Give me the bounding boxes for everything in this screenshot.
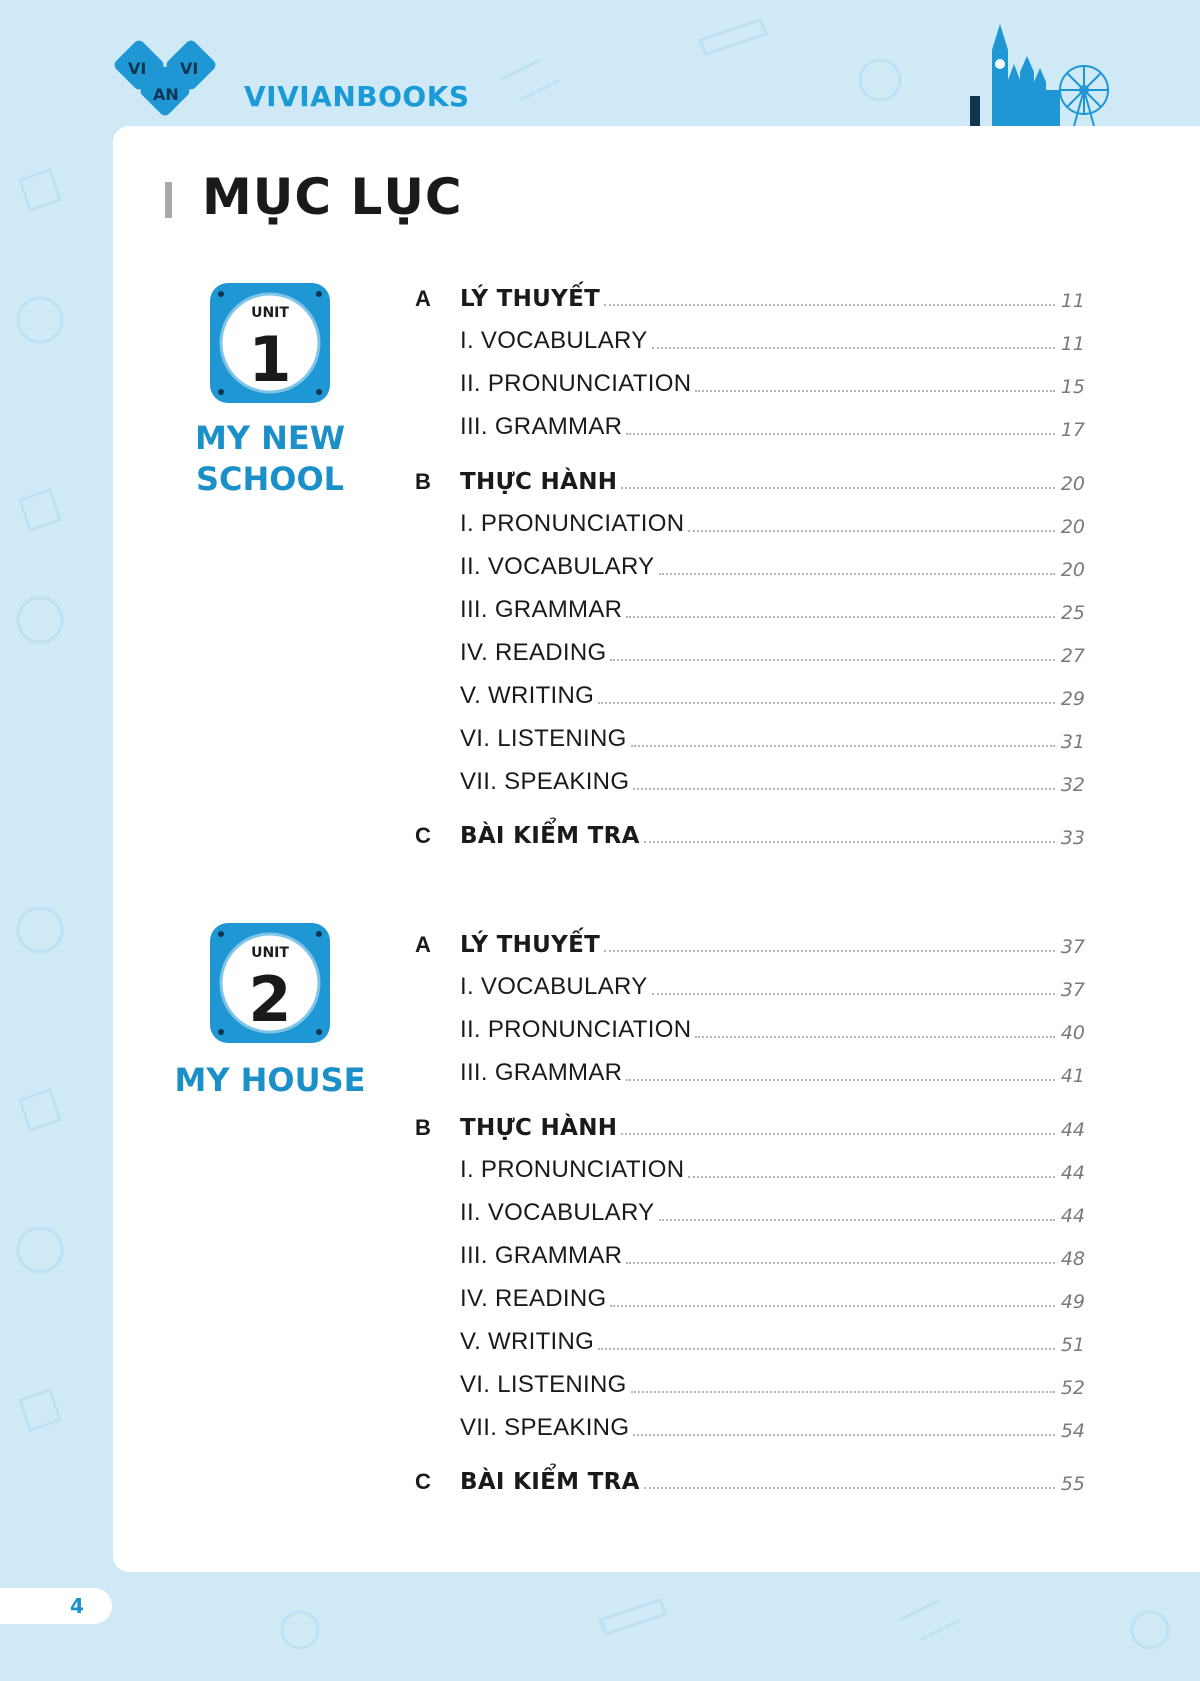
toc-section-row[interactable] xyxy=(415,1111,1085,1141)
toc-section-label: THỰC HÀNH xyxy=(460,1115,618,1141)
unit-2-title xyxy=(150,1060,390,1101)
toc-item-row[interactable] xyxy=(415,1240,1085,1270)
toc-item-row[interactable] xyxy=(415,1154,1085,1184)
toc-section-row[interactable] xyxy=(415,465,1085,495)
toc-page-number: 20 xyxy=(1060,473,1085,495)
toc-item-label: VI. LISTENING xyxy=(460,725,627,752)
toc-page-number: 17 xyxy=(1060,419,1085,441)
toc-leader-dots xyxy=(598,1348,1055,1350)
toc-item-label: IV. READING xyxy=(460,1285,607,1312)
toc-section-letter: B xyxy=(415,1115,431,1140)
toc-item-label: I. VOCABULARY xyxy=(460,327,648,354)
toc-page-number: 37 xyxy=(1060,979,1085,1001)
toc-page-number: 31 xyxy=(1060,731,1085,753)
toc-section-letter: A xyxy=(415,932,431,957)
toc-page-number: 27 xyxy=(1060,645,1085,667)
toc-page-number: 54 xyxy=(1060,1420,1085,1442)
toc-leader-dots xyxy=(604,304,1055,306)
toc-section-row[interactable] xyxy=(415,819,1085,849)
toc-item-label: VII. SPEAKING xyxy=(460,1414,630,1441)
toc-item-row[interactable] xyxy=(415,1014,1085,1044)
toc-page-number: 48 xyxy=(1060,1248,1085,1270)
brand-name: VIVIANBOOKS xyxy=(244,80,470,113)
toc-section-letter: C xyxy=(415,823,431,848)
toc-page-number: 20 xyxy=(1060,559,1085,581)
toc-leader-dots xyxy=(659,573,1056,575)
toc-page-number: 37 xyxy=(1060,936,1085,958)
toc-page-number: 29 xyxy=(1060,688,1085,710)
toc-leader-dots xyxy=(644,841,1055,843)
toc-page-number: 41 xyxy=(1060,1065,1085,1087)
toc-item-row[interactable] xyxy=(415,508,1085,538)
toc-item-label: III. GRAMMAR xyxy=(460,413,623,440)
toc-section-label: THỰC HÀNH xyxy=(460,469,618,495)
toc-item-label: I. VOCABULARY xyxy=(460,973,648,1000)
toc-page-number: 25 xyxy=(1060,602,1085,624)
toc-section-label: LÝ THUYẾT xyxy=(460,932,601,958)
unit-1-badge xyxy=(209,282,331,404)
toc-leader-dots xyxy=(610,659,1055,661)
toc-item-label: I. PRONUNCIATION xyxy=(460,1156,685,1183)
toc-item-label: VI. LISTENING xyxy=(460,1371,627,1398)
page-title: MỤC LỤC xyxy=(202,168,463,226)
toc-item-label: IV. READING xyxy=(460,639,607,666)
toc-section-label: BÀI KIỂM TRA xyxy=(460,823,640,849)
toc-page-number: 11 xyxy=(1060,290,1085,312)
toc-item-row[interactable] xyxy=(415,766,1085,796)
toc-item-row[interactable] xyxy=(415,1326,1085,1356)
toc-leader-dots xyxy=(695,1036,1055,1038)
unit-1-badge-label: UNIT xyxy=(251,305,289,321)
toc-item-row[interactable] xyxy=(415,680,1085,710)
toc-page-number: 52 xyxy=(1060,1377,1085,1399)
unit-2-number: 2 xyxy=(248,963,292,1036)
toc-item-row[interactable] xyxy=(415,723,1085,753)
toc-page-number: 51 xyxy=(1060,1334,1085,1356)
toc-section-label: BÀI KIỂM TRA xyxy=(460,1469,640,1495)
toc-item-label: I. PRONUNCIATION xyxy=(460,510,685,537)
toc-section-row[interactable] xyxy=(415,928,1085,958)
toc-leader-dots xyxy=(688,1176,1055,1178)
toc-section-row[interactable] xyxy=(415,282,1085,312)
toc-page-number: 40 xyxy=(1060,1022,1085,1044)
toc-page-number: 15 xyxy=(1060,376,1085,398)
toc-page-number: 11 xyxy=(1060,333,1085,355)
toc-item-label: III. GRAMMAR xyxy=(460,1242,623,1269)
toc-item-row[interactable] xyxy=(415,1412,1085,1442)
toc-page-number: 20 xyxy=(1060,516,1085,538)
toc-leader-dots xyxy=(626,1262,1055,1264)
toc-leader-dots xyxy=(633,1434,1055,1436)
toc-leader-dots xyxy=(626,433,1055,435)
logo-letters-1: VI xyxy=(128,59,147,78)
toc-leader-dots xyxy=(621,487,1055,489)
toc-section-row[interactable] xyxy=(415,1465,1085,1495)
toc-item-row[interactable] xyxy=(415,411,1085,441)
unit-2-badge-label: UNIT xyxy=(251,945,289,961)
toc-item-row[interactable] xyxy=(415,1057,1085,1087)
toc-leader-dots xyxy=(621,1133,1055,1135)
toc-leader-dots xyxy=(659,1219,1056,1221)
toc-leader-dots xyxy=(598,702,1055,704)
logo-letters-2: AN xyxy=(153,85,179,104)
toc-leader-dots xyxy=(631,1391,1055,1393)
toc-page-number: 33 xyxy=(1060,827,1085,849)
unit-1-title-line-1: MY NEW xyxy=(194,419,346,457)
toc-leader-dots xyxy=(626,1079,1055,1081)
toc-leader-dots xyxy=(695,390,1055,392)
toc-leader-dots xyxy=(652,347,1055,349)
toc-item-label: III. GRAMMAR xyxy=(460,1059,623,1086)
toc-item-label: III. GRAMMAR xyxy=(460,596,623,623)
toc-item-row[interactable] xyxy=(415,971,1085,1001)
toc-item-label: II. PRONUNCIATION xyxy=(460,370,692,397)
toc-leader-dots xyxy=(631,745,1055,747)
toc-leader-dots xyxy=(626,616,1055,618)
toc-item-row[interactable] xyxy=(415,594,1085,624)
toc-section-label: LÝ THUYẾT xyxy=(460,286,601,312)
toc-item-label: V. WRITING xyxy=(460,682,595,709)
toc-leader-dots xyxy=(688,530,1055,532)
unit-1-number: 1 xyxy=(248,323,292,396)
logo-letters-3: VI xyxy=(180,59,199,78)
toc-page-number: 44 xyxy=(1060,1162,1085,1184)
toc-leader-dots xyxy=(644,1487,1055,1489)
toc-leader-dots xyxy=(604,950,1055,952)
toc-item-row[interactable] xyxy=(415,325,1085,355)
toc-leader-dots xyxy=(652,993,1055,995)
page-number-tab xyxy=(0,1588,112,1624)
brand-logo xyxy=(112,38,472,123)
london-skyline-icon xyxy=(962,20,1112,126)
toc-item-row[interactable] xyxy=(415,1283,1085,1313)
toc-page-number: 49 xyxy=(1060,1291,1085,1313)
toc-item-row[interactable] xyxy=(415,1369,1085,1399)
toc-leader-dots xyxy=(633,788,1055,790)
toc-item-label: II. VOCABULARY xyxy=(460,553,655,580)
unit-1-title xyxy=(150,418,390,500)
title-accent-bar xyxy=(165,182,172,218)
toc-section-letter: A xyxy=(415,286,431,311)
toc-page-number: 44 xyxy=(1060,1205,1085,1227)
unit-2-title-line-1: MY HOUSE xyxy=(174,1061,366,1099)
toc-page-number: 32 xyxy=(1060,774,1085,796)
toc-item-row[interactable] xyxy=(415,637,1085,667)
toc-item-row[interactable] xyxy=(415,1197,1085,1227)
toc-item-row[interactable] xyxy=(415,551,1085,581)
page-number: 4 xyxy=(70,1594,84,1618)
toc-item-label: VII. SPEAKING xyxy=(460,768,630,795)
unit-1-title-line-2: SCHOOL xyxy=(195,460,345,498)
vivian-logo-icon xyxy=(112,38,232,123)
toc-item-label: II. VOCABULARY xyxy=(460,1199,655,1226)
toc-item-label: II. PRONUNCIATION xyxy=(460,1016,692,1043)
toc-item-row[interactable] xyxy=(415,368,1085,398)
toc-item-label: V. WRITING xyxy=(460,1328,595,1355)
toc-leader-dots xyxy=(610,1305,1055,1307)
toc-page-number: 44 xyxy=(1060,1119,1085,1141)
toc-section-letter: C xyxy=(415,1469,431,1494)
toc-page-number: 55 xyxy=(1060,1473,1085,1495)
unit-2-badge xyxy=(209,922,331,1044)
toc-section-letter: B xyxy=(415,469,431,494)
